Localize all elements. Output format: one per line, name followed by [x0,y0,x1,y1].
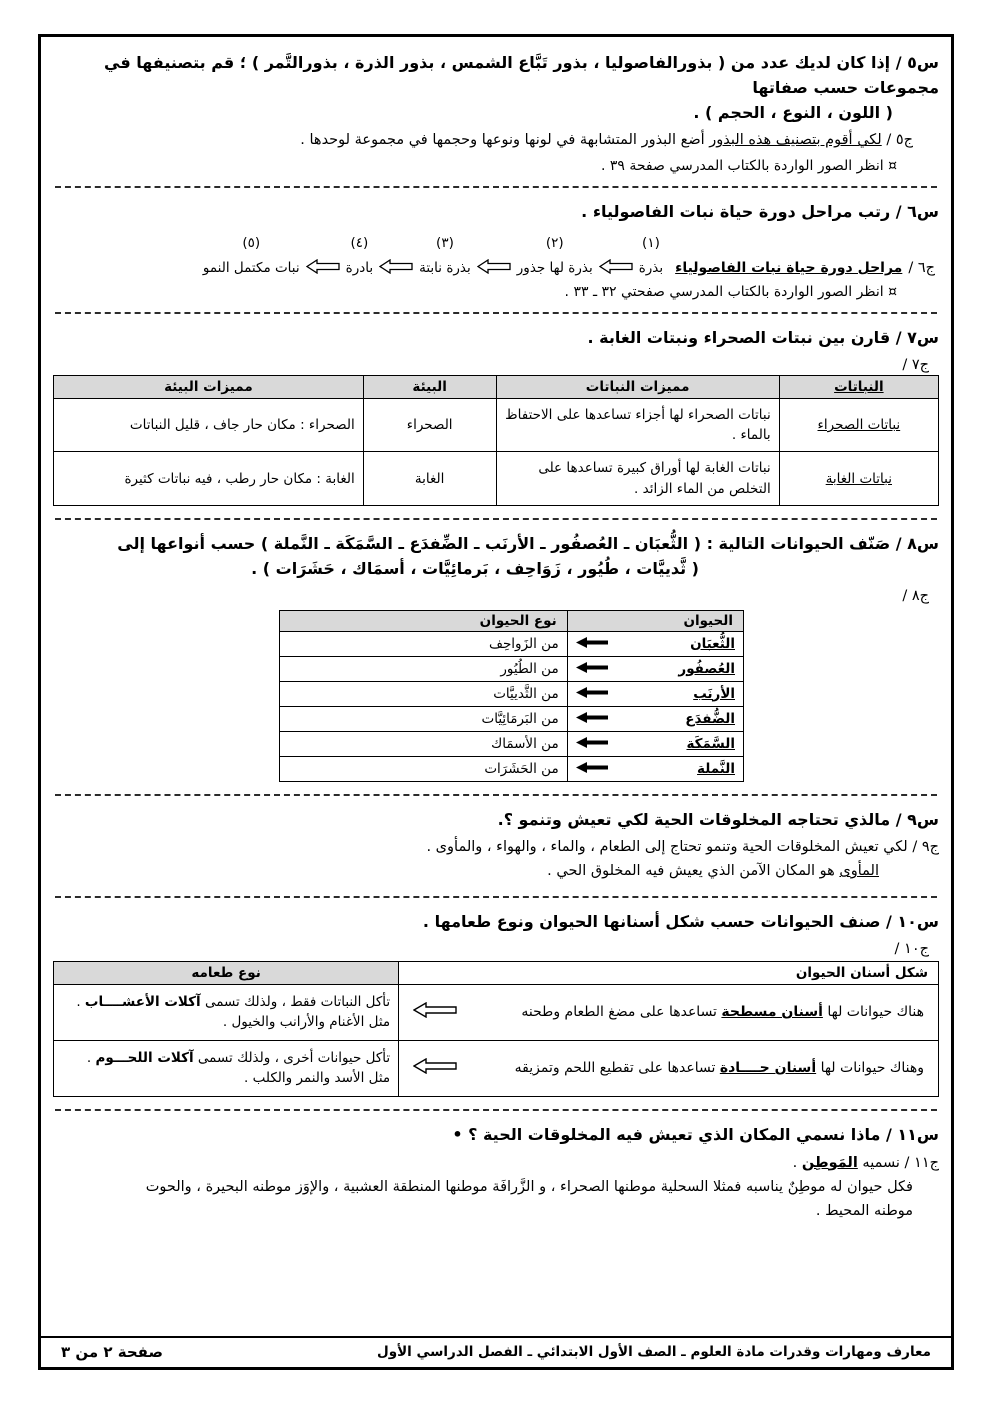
table-header-cell: نوع طعامه [54,961,399,984]
left-arrow-icon [379,259,413,274]
answer-11-post: . [792,1154,802,1171]
teeth-text: تساعدها على تقطيع اللحم وتمزيقه [514,1059,720,1076]
stage-number: (٤) [350,235,369,252]
food-text: . مثل الأسد والنمر والكلب . [86,1049,391,1087]
dashed-separator [55,518,937,520]
dashed-separator [55,794,937,796]
question-10-title: س١٠ / صنف الحيوانات حسب شكل أسنانها الحيوان ونوع طعامها . [422,912,939,932]
footer-course-info: معارف ومهارات وقدرات مادة العلوم ـ الصف الأول الابتدائي ـ الفصل الدراسي الأول [377,1344,931,1360]
animal-type-cell: من الثَّدييَّات [280,681,568,706]
food-type-cell [54,1040,399,1096]
answer-6-label: مراحل دورة حياة نبات الفاصولياء [675,260,903,277]
environment-features-cell: الغابة : مكان حار رطب ، فيه نباتات كثيرة [54,452,364,506]
question-8-section [53,532,939,782]
animal-type-cell: من الطُيُور [280,656,568,681]
stage-number: (١) [642,235,660,252]
animal-type-cell: من الأسمَاك [280,731,568,756]
question-5-title: س٥ / إذا كان لديك عدد من ( بذورالفاصوليا ، بذور تَبَّاع الشمس ، بذور الذرة ، بذورالتَّمر ) ؛ قم بتصنيفها في مجموعات حسب صفاتها [104,53,939,97]
animal-name-cell [576,711,735,727]
table-header-row [54,375,939,398]
animal-name: الأرنَب [693,685,735,702]
animal-name: النَّملة [697,760,735,777]
left-arrow-icon [576,661,608,677]
lifecycle-stage [419,235,471,276]
table-row [280,681,744,706]
table-header-cell: النباتات [779,375,938,398]
answer-11-prefix: ج١١ / نسميه [857,1154,939,1171]
food-keyword: آكلات الأعشــــاب [84,993,201,1010]
food-type-cell [54,984,399,1040]
question-8-title-2: ( ثَّدييَّات ، طُيُور ، زَوَاحِف ، بَرمائِيَّات ، أسمَاك ، حَشَرَات ) . [251,558,699,578]
answer-9-line-1: ج٩ / لكي تعيش المخلوقات الحية وتنمو تحتاج إلى الطعام ، والماء ، والهواء ، والمأوى . [426,839,939,856]
animal-type-cell: من البَرمَائِيَّات [280,706,568,731]
animal-classification-table [279,610,744,782]
stage-label: بذرة لها جذور [516,260,593,277]
question-5-section [53,51,939,174]
answer-8-prefix: ج٨ / [902,587,929,604]
footer-page-number: صفحة ٢ من ٣ [61,1343,163,1361]
teeth-text: تساعدها على مضغ الطعام وطحنه [521,1003,722,1020]
food-text: . مثل الأغنام والأرانب والخيول . [76,993,391,1031]
stage-number: (٥) [242,235,261,252]
left-arrow-icon [576,686,608,702]
table-row [280,706,744,731]
book-reference-note: ¤ انظر الصور الواردة بالكتاب المدرسي صفحتي ٣٢ ـ ٣٣ . [564,284,897,301]
lifecycle-stage [203,235,300,276]
left-arrow-icon [306,259,340,274]
left-arrow-icon [576,711,608,727]
stage-label: بادرة [345,260,374,277]
plant-name-cell: نباتات الصحراء [779,398,938,452]
plant-features-cell: نباتات الغابة لها أوراق كبيرة تساعدها على التخلص من الماء الزائد . [496,452,779,506]
table-header-cell: مميزات النباتات [496,375,779,398]
question-11-title: س١١ / ماذا نسمي المكان الذي تعيش فيه المخلوقات الحية ؟ • [452,1124,939,1144]
left-arrow-icon [576,736,608,752]
animal-type-cell: من الزَواحِف [280,631,568,656]
dashed-separator [55,1109,937,1111]
table-header-cell: البيئة [363,375,496,398]
page-frame [38,34,954,1370]
question-9-title: س٩ / مالذي تحتاجه المخلوقات الحية لكي تعيش وتنمو ؟. [497,809,939,829]
table-header-cell: مميزات البيئة [54,375,364,398]
teeth-text: هناك حيوانات لها [822,1003,924,1020]
stage-label: بذرة [638,260,664,277]
table-row [54,452,939,506]
question-8-title: س٨ / صَنّف الحيوانات التالية : ( الثُّعبَان ـ العُصفُور ـ الأرنَب ـ الضِّفدَع ـ السَّمَكَة ـ النَّملة ) حسب أنواعها إلى [117,533,939,553]
lifecycle-stage [346,235,373,276]
answer-5-underlined: لكي أقوم بتصنيف هذه البذور [709,132,882,149]
question-5-title-2: ( اللون ، النوع ، الحجم ) . [693,102,893,122]
stage-number: (٢) [545,235,564,252]
environment-features-cell: الصحراء : مكان حار جاف ، قليل النباتات [54,398,364,452]
teeth-text: وهناك حيوانات لها [816,1059,924,1076]
answer-5-prefix: ج٥ / [881,132,913,149]
plant-name-cell: نباتات الغابة [779,452,938,506]
environment-cell: الصحراء [363,398,496,452]
table-header-cell: شكل أسنان الحيوان [399,961,939,984]
left-arrow-icon [413,1058,457,1078]
answer-5-rest: أضع البذور المتشابهة في لونها ونوعها وحجمها في مجموعة لوحدها . [300,132,710,149]
answer-5 [53,129,913,153]
answer-11-line-1 [53,1152,939,1176]
plant-features-cell: نباتات الصحراء لها أجزاء تساعدها على الاحتفاظ بالماء . [496,398,779,452]
answer-11-line-3: موطنه المحيط . [815,1202,913,1219]
answer-11-keyword: المَوطِن [801,1154,858,1171]
answer-9-rest: هو المكان الآمن الذي يعيش فيه المخلوق الحي . [547,863,840,880]
animal-name-cell [576,661,735,677]
food-text: تأكل حيوانات أخرى ، ولذلك تسمى [193,1049,391,1066]
food-keyword: آكلات اللحـــوم [95,1049,194,1066]
table-row [280,631,744,656]
table-row [280,756,744,781]
animal-name: العُصفُور [678,660,735,677]
question-11-section [53,1123,939,1224]
question-6-section [53,200,939,300]
answer-7-prefix: ج٧ / [902,356,929,373]
animal-name: الضُّفدَع [685,710,735,727]
left-arrow-icon [576,636,608,652]
table-row [280,731,744,756]
left-arrow-icon [477,259,511,274]
lifecycle-stage [639,235,663,276]
answer-6-prefix: ج٦ / [908,260,935,277]
table-header-cell: نوع الحيوان [280,610,568,631]
table-row [54,398,939,452]
animal-type-cell: من الحَشَرَات [280,756,568,781]
question-7-title: س٧ / قارن بين نبتات الصحراء ونبتات الغابة . [587,328,939,348]
food-text: تأكل النباتات فقط ، ولذلك تسمى [200,993,391,1010]
answer-9-line-2 [53,860,879,884]
dashed-separator [55,312,937,314]
left-arrow-icon [576,761,608,777]
animal-name: الثُّعبَان [690,635,735,652]
left-arrow-icon [599,259,633,274]
book-reference-note: ¤ انظر الصور الواردة بالكتاب المدرسي صفحة ٣٩ . [600,158,897,175]
page-footer [53,1336,939,1367]
answer-10-prefix: ج١٠ / [894,940,929,957]
stage-label: بذرة نابتة [419,260,471,277]
table-header-row [54,961,939,984]
table-row [280,656,744,681]
plants-comparison-table [53,375,939,506]
table-row [54,984,939,1040]
table-header-row [280,610,744,631]
animal-name: السَّمَكَة [686,735,735,752]
question-9-section [53,808,939,885]
stage-number: (٣) [436,235,454,252]
question-7-section [53,326,939,506]
teeth-food-table [53,961,939,1097]
teeth-shape-cell [405,996,932,1029]
left-arrow-icon [413,1002,457,1022]
answer-11-line-2: فكل حيوان له موطِنٌ يناسبه فمثلا السحلية موطنها الصحراء ، و الزَّرافَة موطنها المنطقة العشبية ، والإوَز موطنه البحيرة ، والحوت [145,1178,913,1195]
teeth-keyword: أسنان حــــادة [719,1059,817,1076]
question-10-section [53,910,939,1097]
question-6-title: س٦ / رتب مراحل دورة حياة نبات الفاصولياء . [581,202,939,222]
environment-cell: الغابة [363,452,496,506]
animal-name-cell [576,686,735,702]
teeth-keyword: أسنان مسطحة [721,1003,823,1020]
lifecycle-sequence [53,235,935,276]
answer-9-underlined: المأوى [839,863,879,880]
stage-label: نبات مكتمل النمو [202,260,300,277]
animal-name-cell [576,761,735,777]
dashed-separator [55,186,937,188]
animal-name-cell [576,736,735,752]
animal-name-cell [576,636,735,652]
lifecycle-stage [517,235,593,276]
table-row [54,1040,939,1096]
table-header-cell: الحيوان [567,610,743,631]
dashed-separator [55,896,937,898]
teeth-shape-cell [405,1052,932,1085]
